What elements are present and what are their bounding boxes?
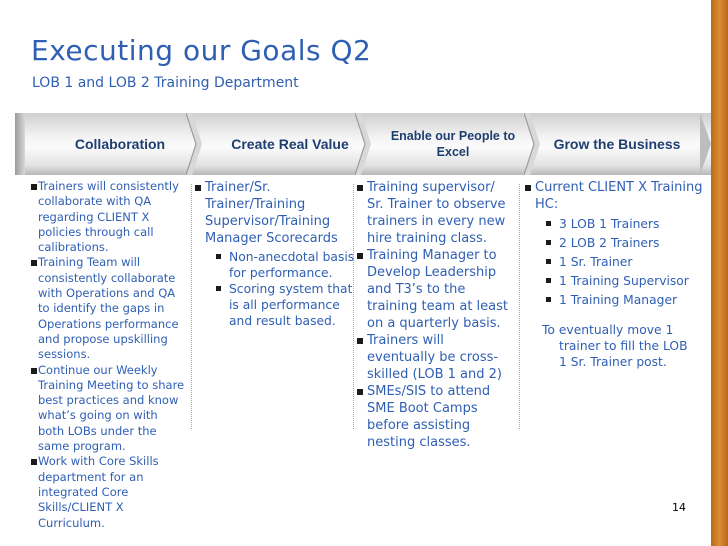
sub-list-item: 1 Training Supervisor: [535, 272, 705, 291]
create-real-value-column: [195, 179, 355, 329]
stage-create-real-value: [205, 113, 375, 175]
list-item-text: Current CLIENT X Training HC:: [535, 180, 703, 212]
sub-list-item: 1 Sr. Trainer: [535, 253, 705, 272]
stage-enable-people: [372, 113, 534, 175]
stage-collaboration: [25, 113, 215, 175]
chevron-end-icon: [700, 113, 711, 175]
list-item: Training supervisor/ Sr. Trainer to observe trainers in every new hire training class.: [357, 179, 515, 247]
stage-label-line1: Enable our People to: [390, 129, 516, 143]
sub-list-item: 1 Training Manager: [535, 291, 705, 310]
collaboration-column: [31, 179, 187, 531]
note-text: [542, 322, 692, 370]
list-item-text: Trainer/Sr. Trainer/Training Supervisor/Training Manager Scorecards: [205, 180, 338, 246]
list-item: Continue our Weekly Training Meeting to share best practices and know what’s going on with both LOBs under the same program.: [31, 363, 187, 455]
list-item: Work with Core Skills department for an integrated Core Skills/CLIENT X Curriculum.: [31, 454, 187, 530]
slide-subtitle: LOB 1 and LOB 2 Training Department: [32, 75, 299, 91]
note-line: To eventually move 1 trainer to fill the LOB 1 Sr. Trainer post.: [542, 323, 688, 369]
side-accent-bar: [711, 0, 728, 546]
grow-business-column: [525, 179, 705, 370]
sub-list-item: Non-anecdotal basis for performance.: [205, 249, 355, 281]
list-item: [195, 179, 355, 329]
sub-list-item: Scoring system that is all performance and result based.: [205, 281, 355, 329]
sub-list-item: 2 LOB 2 Trainers: [535, 234, 705, 253]
list-item: Training Team will consistently collaborate with Operations and QA to identify the gaps in Operations performance and propose upskilling sessions.: [31, 255, 187, 362]
list-item: Trainers will consistently collaborate with QA regarding CLIENT X policies through call calibrations.: [31, 179, 187, 255]
stage-label: Collaboration: [74, 136, 166, 152]
stage-label-line2: Excel: [436, 145, 470, 159]
slide-title: Executing our Goals Q2: [31, 34, 372, 67]
list-item: Training Manager to Develop Leadership and T3’s to the training team at least on a quarterly basis.: [357, 247, 515, 332]
list-item: Trainers will eventually be cross-skilled (LOB 1 and 2): [357, 332, 515, 383]
column-divider: [191, 184, 192, 429]
column-divider: [519, 184, 520, 429]
process-band-edge: [15, 113, 25, 175]
stage-grow-business: [538, 113, 696, 175]
list-item: [525, 179, 705, 310]
stage-label: Grow the Business: [553, 136, 681, 152]
sub-list-item: 3 LOB 1 Trainers: [535, 215, 705, 234]
stage-label: Create Real Value: [231, 136, 349, 152]
enable-people-column: [357, 179, 515, 451]
page-number: 14: [672, 501, 686, 514]
list-item: SMEs/SIS to attend SME Boot Camps before assisting nesting classes.: [357, 383, 515, 451]
